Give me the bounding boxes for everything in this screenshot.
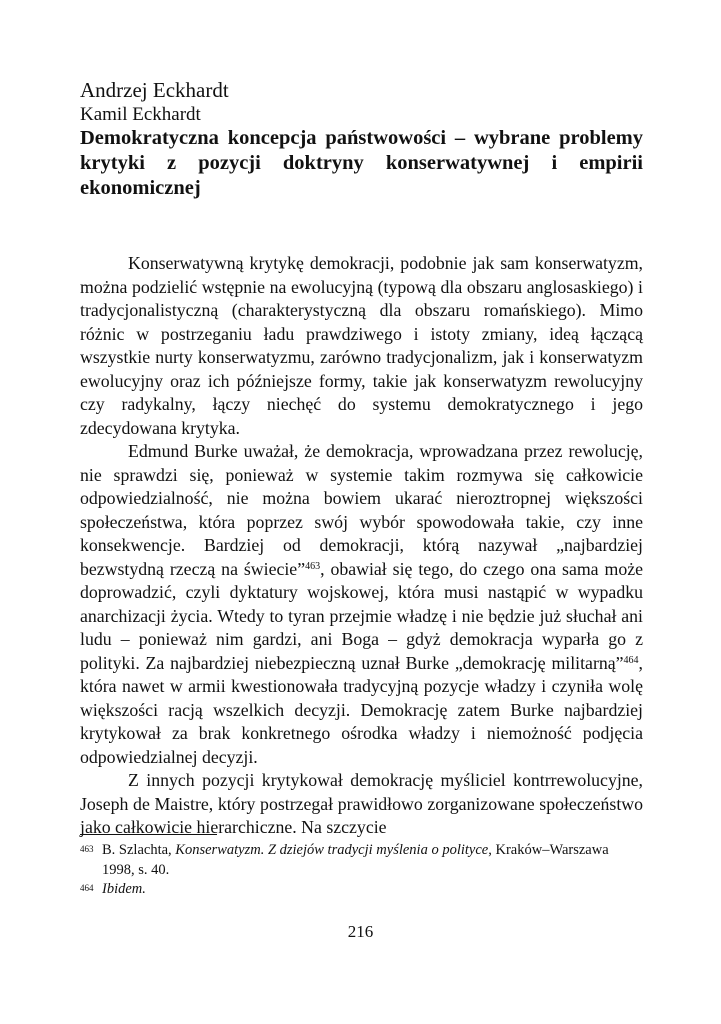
paragraph-3: Z innych pozycji krytykował demokrację myśliciel kontrrewolucyjne, Joseph de Maistre, który postrzegał prawidłowo zorganizowane społeczeństwo jako całkowicie hierarchiczne. Na szczycie bbox=[80, 770, 643, 837]
footnotes bbox=[80, 841, 643, 900]
author-name-secondary: Kamil Eckhardt bbox=[80, 104, 201, 125]
footnote-464 bbox=[80, 880, 643, 900]
footnote-ibidem: Ibidem. bbox=[102, 881, 146, 897]
paragraph-2-part-a: Edmund Burke uważał, że demokracja, wprowadzana przez rewolucję, nie sprawdzi się, ponieważ w systemie takim rozmywa się całkowicie odpowiedzialność, nie można bowiem ukarać nieroztropnej większości społeczeństwa, która poprzez swój wybór spowodowała takie, czy inne konsekwencje. Bardziej od demokracji, którą nazywał „najbardziej bezwstydną rzeczą na świecie” bbox=[80, 441, 643, 579]
author-name-primary: Andrzej Eckhardt bbox=[80, 78, 229, 102]
article-body bbox=[80, 252, 643, 840]
footnote-book-title: Konserwatyzm. Z dziejów tradycji myślenia o polityce bbox=[175, 842, 489, 858]
footnote-number: 464 bbox=[80, 883, 94, 893]
page-content bbox=[80, 78, 643, 840]
footnote-text-pre: B. Szlachta, bbox=[102, 842, 176, 858]
article-title: Demokratyczna koncepcja państwowości – wybrane problemy krytyki z pozycji doktryny konserwatywnej i empirii ekonomicznej bbox=[80, 127, 643, 199]
paragraph-2 bbox=[80, 440, 643, 769]
footnote-ref-463[interactable]: 463 bbox=[305, 560, 321, 572]
footnote-text-post: , Kraków–Warszawa 1998, s. 40. bbox=[102, 842, 609, 878]
footnote-463 bbox=[80, 841, 643, 880]
paragraph-1: Konserwatywną krytykę demokracji, podobnie jak sam konserwatyzm, można podzielić wstępnie na ewolucyjną (typową dla obszaru anglosaskiego) i tradycjonalistyczną (charakterystyczną dla obszaru romańskiego). Mimo różnic w postrzeganiu ładu prawdziwego i istoty zmiany, ideą łączącą wszystkie nurty konserwatyzmu, zarówno tradycjonalizm, jak i konserwatyzm ewolucyjny oraz ich późniejsze formy, takie jak konserwatyzm rewolucyjny czy radykalny, łączy niechęć do systemu demokratycznego i jego zdecydowana krytyka. bbox=[80, 253, 643, 438]
footnote-number: 463 bbox=[80, 844, 94, 854]
page-number: 216 bbox=[347, 922, 374, 941]
paragraph-2-part-c: , która nawet w armii kwestionowała tradycyjną pozycje władzy i czyniła wolę większości racją wszelkich decyzji. Demokrację zatem Burke najbardziej krytykował za brak konkretnego ośrodka władzy i niemożność podjęcia odpowiedzialnej decyzji. bbox=[80, 652, 643, 767]
paragraph-2-part-b: , obawiał się tego, do czego ona sama może doprowadzić, czyli dyktatury wojskowej, która musi nastąpić w wypadku anarchizacji życia. Wtedy to tyran przejmie władzę i nie będzie już słuchał ani ludu – ponieważ nim gardzi, ani Boga – gdyż demokracja wyparła go z polityki. Za najbardziej niebezpieczną uznał Burke „demokrację militarną” bbox=[80, 558, 643, 673]
footnote-ref-464[interactable]: 464 bbox=[623, 654, 639, 666]
footnote-separator bbox=[80, 834, 217, 835]
